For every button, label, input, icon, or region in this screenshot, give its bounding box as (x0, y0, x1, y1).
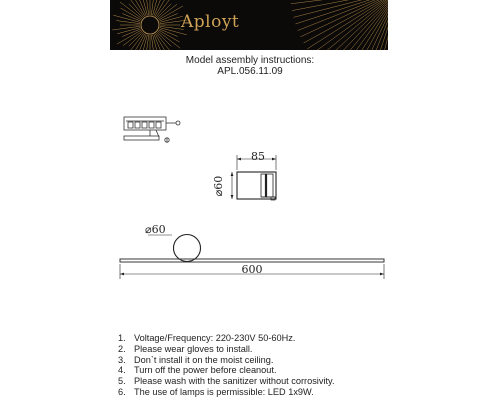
instruction-item: 1. Voltage/Frequency: 220-230V 50-60Hz. (118, 333, 296, 343)
instruction-item: 2. Please wear gloves to install. (118, 343, 253, 354)
length-label: 600 (241, 263, 263, 276)
instruction-item: 6. The use of lamps is permissible: LED 1x9W. (118, 386, 314, 397)
brand-logo: Aployt (181, 12, 240, 32)
document-title: Model assembly instructions: (185, 55, 315, 66)
mount-depth-label: 85 (251, 150, 265, 163)
instruction-item: 4. Turn off the power before cleanout. (118, 365, 277, 376)
globe-diameter-label: ⌀60 (145, 223, 166, 236)
instruction-item: 3. Don`t install it on the moist ceiling. (118, 354, 274, 365)
instructions-list (118, 333, 335, 398)
instruction-item: 5. Please wash with the sanitizer without corrosivity. (118, 376, 335, 387)
model-number: APL.056.11.09 (217, 66, 283, 77)
terminal-block-illustration (124, 117, 180, 143)
mount-diameter-label: ⌀60 (212, 175, 225, 197)
